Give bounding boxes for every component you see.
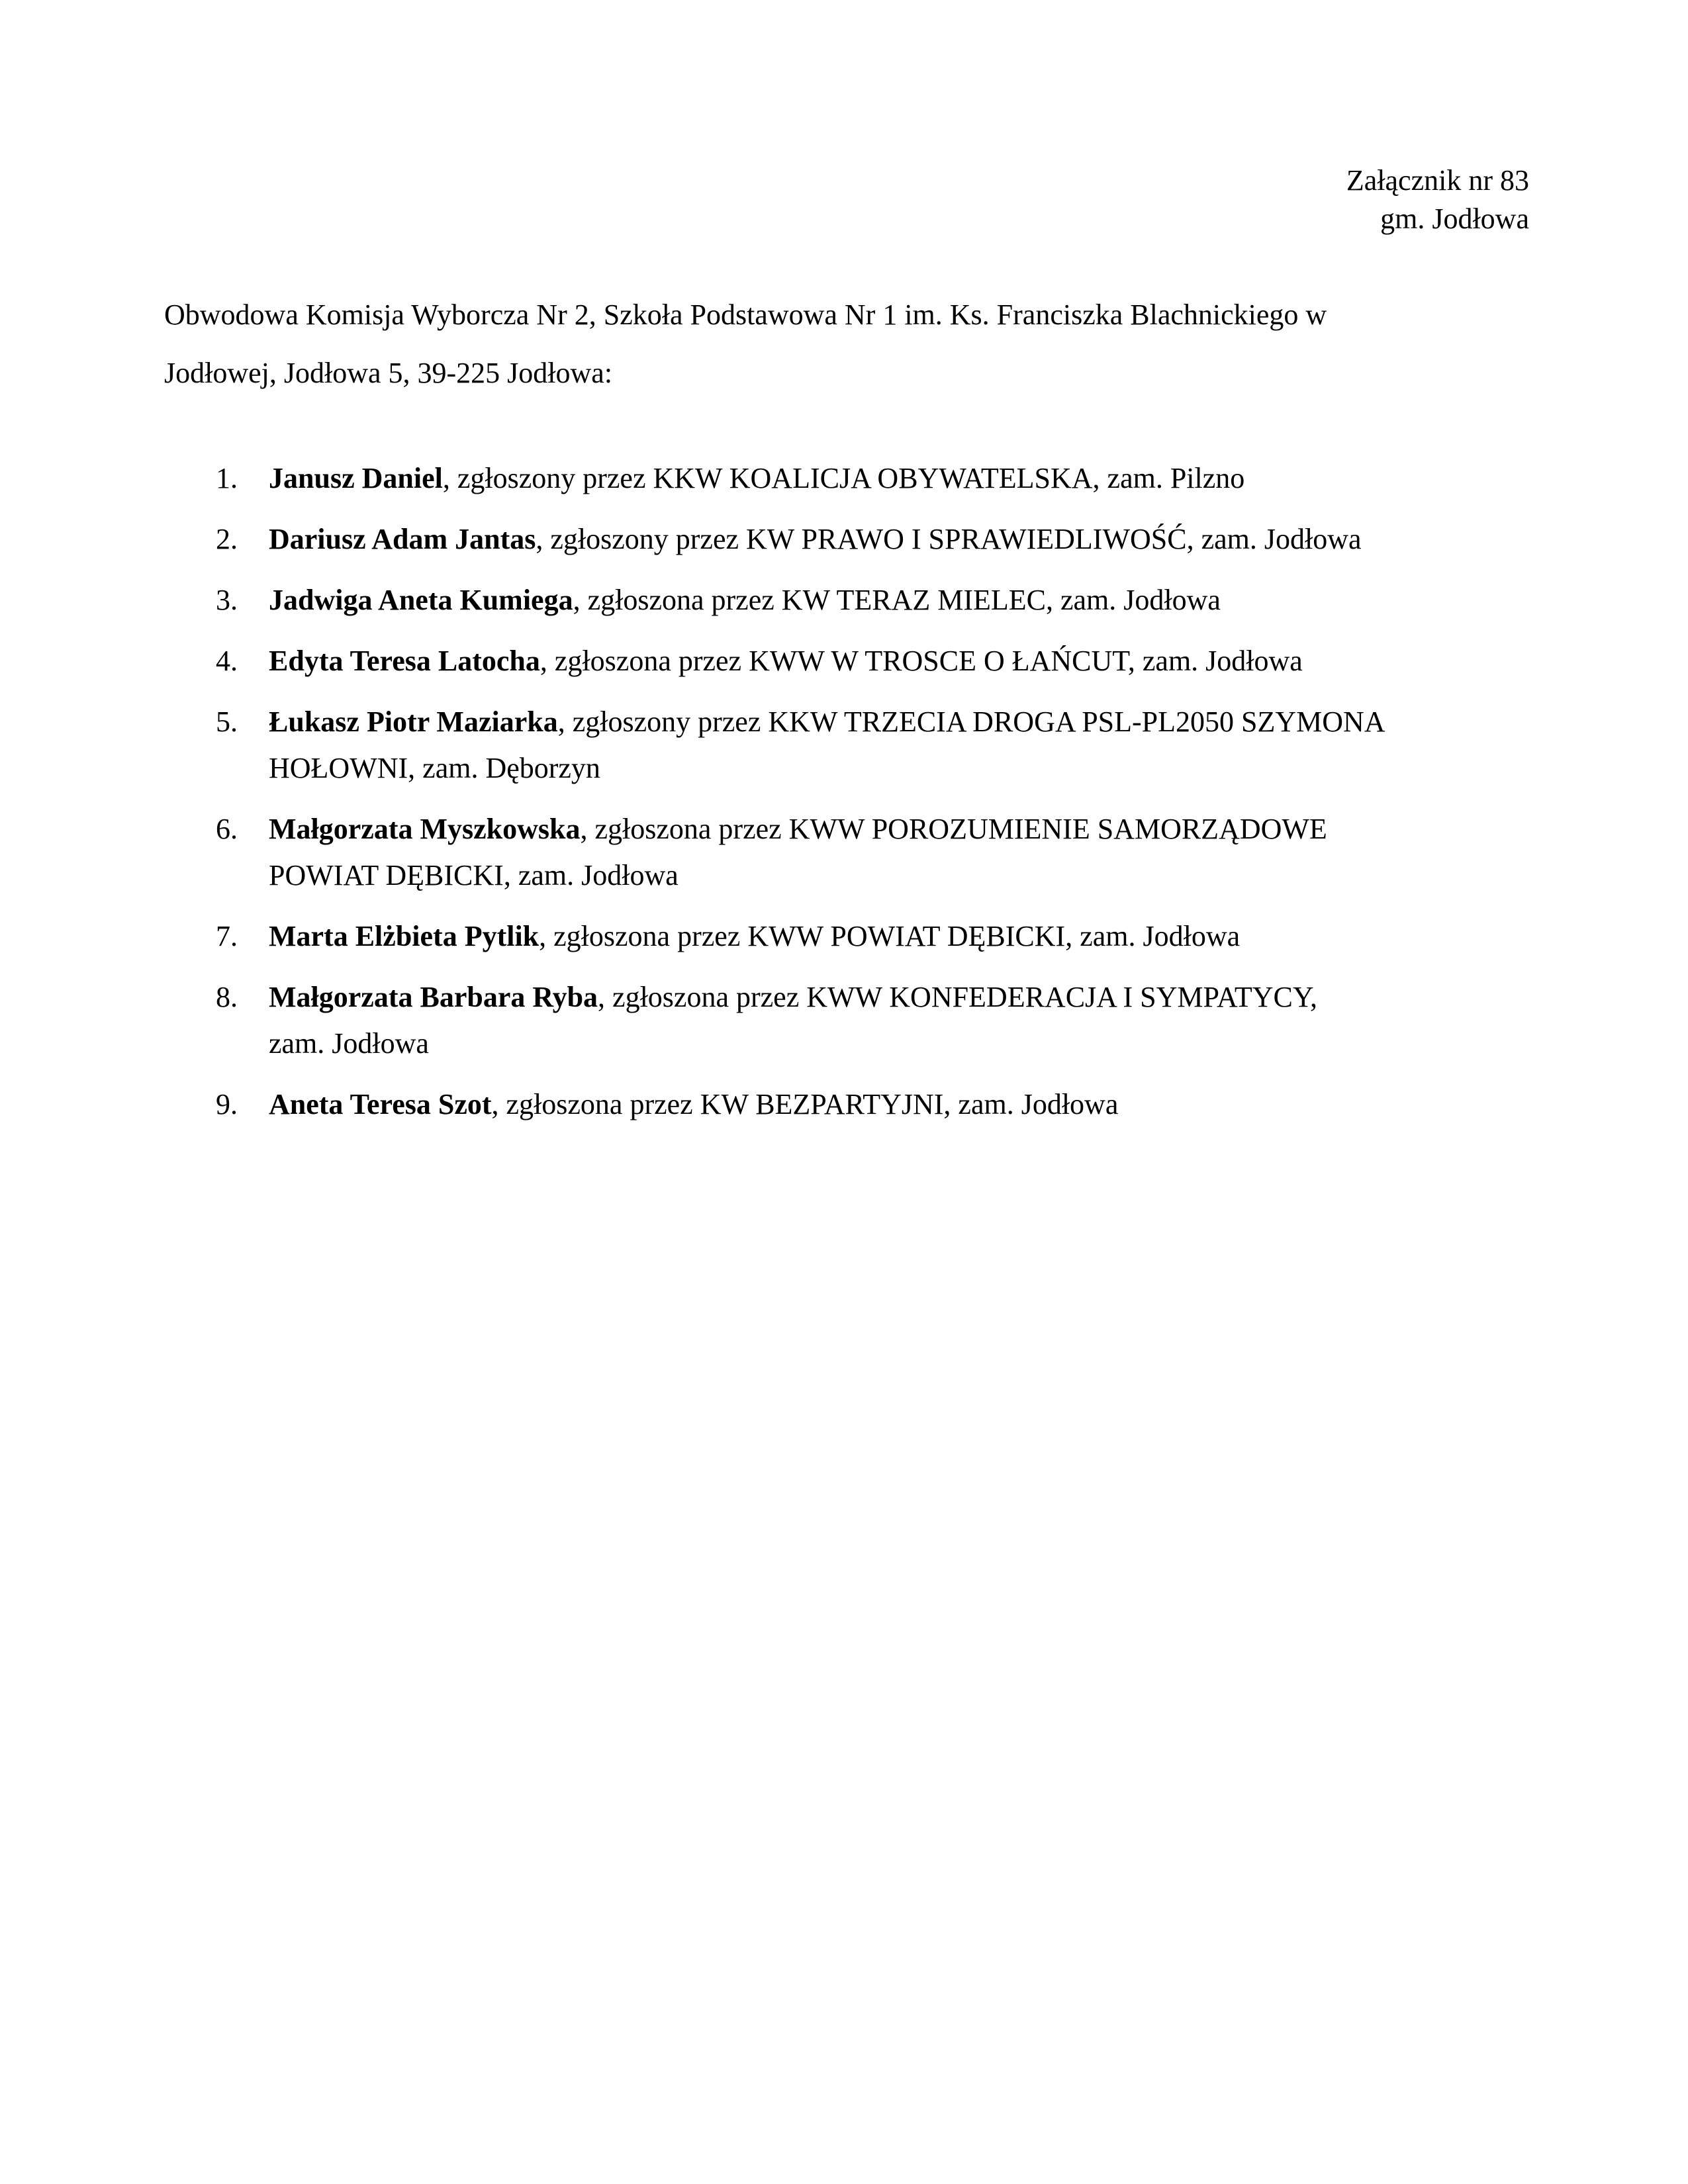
list-item: [164, 974, 1515, 1067]
list-item: [164, 638, 1515, 684]
member-details: , zgłoszony przez KW PRAWO I SPRAWIEDLIWOŚĆ, zam. Jodłowa: [536, 523, 1362, 555]
item-number: 8.: [216, 981, 238, 1013]
item-number: 6.: [216, 813, 238, 845]
item-number: 4.: [216, 645, 238, 677]
list-item: [164, 806, 1515, 899]
member-name: Marta Elżbieta Pytlik: [269, 920, 539, 952]
member-details-continued: POWIAT DĘBICKI, zam. Jodłowa: [269, 859, 679, 891]
member-name: Małgorzata Barbara Ryba: [269, 981, 598, 1013]
member-details-continued: zam. Jodłowa: [269, 1027, 429, 1060]
commission-description-line-2: Jodłowej, Jodłowa 5, 39-225 Jodłowa:: [164, 357, 613, 389]
member-name: Łukasz Piotr Maziarka: [269, 705, 558, 738]
member-name: Małgorzata Myszkowska: [269, 813, 581, 845]
member-details: , zgłoszona przez KW TERAZ MIELEC, zam. Jodłowa: [573, 584, 1221, 616]
list-item: [164, 699, 1515, 792]
item-number: 9.: [216, 1088, 238, 1120]
member-name: Dariusz Adam Jantas: [269, 523, 536, 555]
member-name: Aneta Teresa Szot: [269, 1088, 492, 1120]
member-details: , zgłoszona przez KWW POROZUMIENIE SAMORZĄDOWE: [580, 813, 1327, 845]
member-name: Jadwiga Aneta Kumiega: [269, 584, 573, 616]
member-details: , zgłoszona przez KW BEZPARTYJNI, zam. Jodłowa: [491, 1088, 1119, 1120]
member-details: , zgłoszony przez KKW KOALICJA OBYWATELSKA, zam. Pilzno: [442, 462, 1245, 494]
member-name: Janusz Daniel: [269, 462, 443, 494]
item-number: 2.: [216, 523, 238, 555]
commission-description-line-1: Obwodowa Komisja Wyborcza Nr 2, Szkoła Podstawowa Nr 1 im. Ks. Franciszka Blachnickiego w: [164, 298, 1327, 331]
attachment-number: Załącznik nr 83: [1346, 164, 1529, 197]
member-details-continued: HOŁOWNI, zam. Dęborzyn: [269, 752, 600, 784]
list-item: [164, 577, 1515, 623]
item-number: 1.: [216, 462, 238, 494]
member-details: , zgłoszona przez KWW POWIAT DĘBICKI, zam. Jodłowa: [539, 920, 1241, 952]
item-number: 7.: [216, 920, 238, 952]
member-details: , zgłoszony przez KKW TRZECIA DROGA PSL-PL2050 SZYMONA: [557, 705, 1385, 738]
list-item: [164, 455, 1515, 502]
member-name: Edyta Teresa Latocha: [269, 645, 540, 677]
members-list: [164, 455, 1515, 1142]
item-number: 3.: [216, 584, 238, 616]
member-details: , zgłoszona przez KWW W TROSCE O ŁAŃCUT, zam. Jodłowa: [539, 645, 1303, 677]
member-details: , zgłoszona przez KWW KONFEDERACJA I SYMPATYCY,: [598, 981, 1317, 1013]
item-number: 5.: [216, 705, 238, 738]
list-item: [164, 913, 1515, 960]
list-item: [164, 1081, 1515, 1128]
list-item: [164, 516, 1515, 563]
commission-description: [164, 286, 1462, 402]
municipality-name: gm. Jodłowa: [1380, 203, 1529, 235]
attachment-header: [1346, 161, 1529, 238]
